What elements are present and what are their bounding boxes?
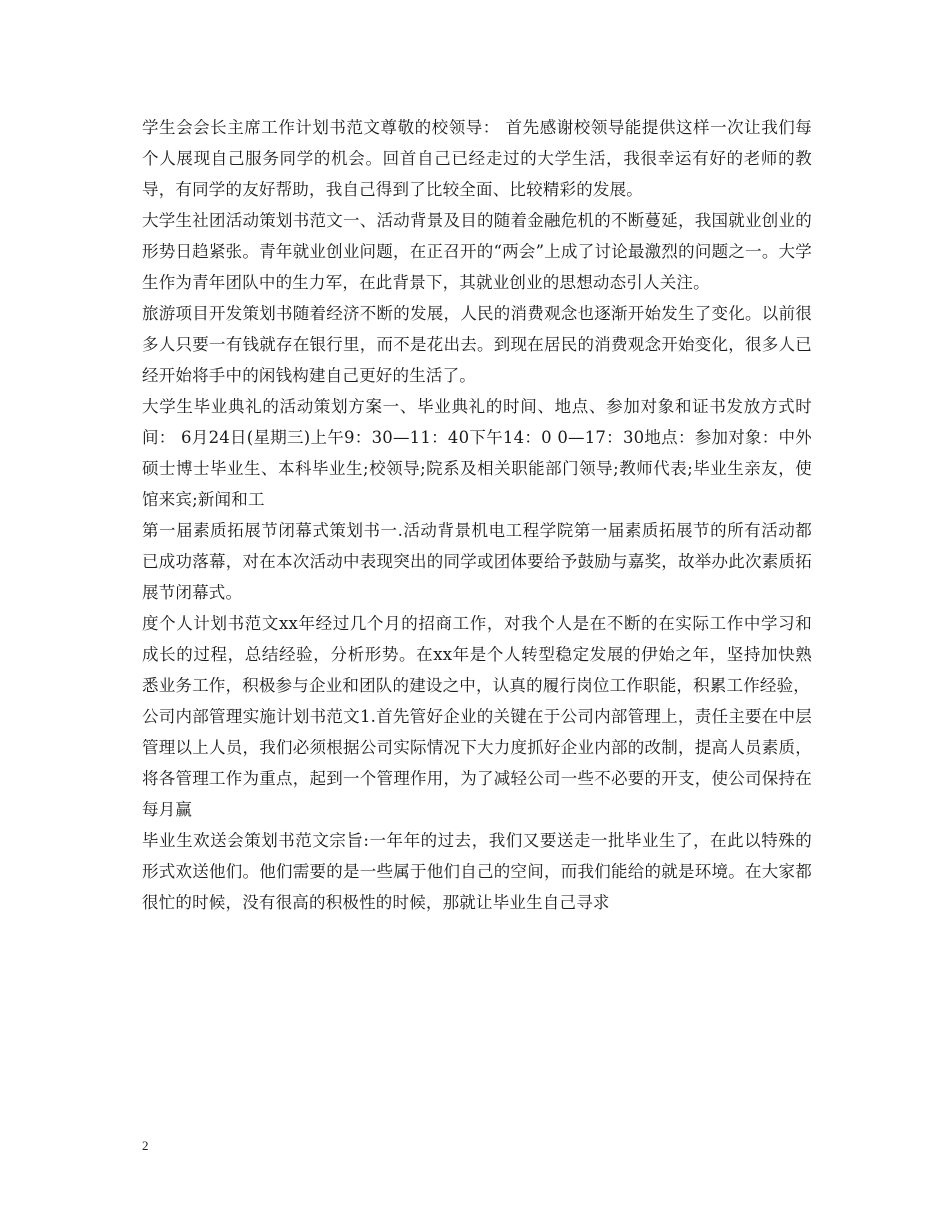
document-body [142,112,812,918]
paragraph-graduation-ceremony-plan: 大学生毕业典礼的活动策划方案一、毕业典礼的时间、地点、参加对象和证书发放方式时间： 6月24日(星期三)上午9：30—11：40下午14：0 0—17：30地点：参加对象：中外硕士博士毕业生、本科毕业生;校领导;院系及相关职能部门领导;教师代表;毕业生亲友，使馆来宾;新闻和工 [142,397,812,509]
paragraph-club-activity-plan: 大学生社团活动策划书范文一、活动背景及目的随着金融危机的不断蔓延，我国就业创业的形势日趋紧张。青年就业创业问题，在正召开的“两会”上成了讨论最激烈的问题之一。大学生作为青年团队中的生力军，在此背景下，其就业创业的思想动态引人关注。 [142,211,812,292]
page-number: 2 [142,1138,149,1153]
paragraph-tourism-project-plan: 旅游项目开发策划书随着经济不断的发展，人民的消费观念也逐渐开始发生了变化。以前很多人只要一有钱就存在银行里，而不是花出去。到现在居民的消费观念开始变化，很多人已经开始将手中的闲钱构建自己更好的生活了。 [142,304,812,385]
paragraph-graduate-farewell-plan: 毕业生欢送会策划书范文宗旨:一年年的过去，我们又要送走一批毕业生了，在此以特殊的形式欢送他们。他们需要的是一些属于他们自己的空间，而我们能给的就是环境。在大家都很忙的时候，没有很高的积极性的时候，那就让毕业生自己寻求 [142,831,812,912]
paragraph-quality-expansion-closing: 第一届素质拓展节闭幕式策划书一.活动背景机电工程学院第一届素质拓展节的所有活动都已成功落幕，对在本次活动中表现突出的同学或团体要给予鼓励与嘉奖，故举办此次素质拓展节闭幕式。 [142,521,812,602]
paragraph-student-council-plan: 学生会会长主席工作计划书范文尊敬的校领导： 首先感谢校领导能提供这样一次让我们每个人展现自己服务同学的机会。回首自己已经走过的大学生活，我很幸运有好的老师的教导，有同学的友好帮助，我自己得到了比较全面、比较精彩的发展。 [142,118,812,199]
paragraph-personal-annual-plan: 度个人计划书范文xx年经过几个月的招商工作，对我个人是在不断的在实际工作中学习和成长的过程，总结经验，分析形势。在xx年是个人转型稳定发展的伊始之年，坚持加快熟悉业务工作，积极参与企业和团队的建设之中，认真的履行岗位工作职能，积累工作经验， [142,614,812,695]
paragraph-internal-management-plan: 公司内部管理实施计划书范文1.首先管好企业的关键在于公司内部管理上，责任主要在中层管理以上人员，我们必须根据公司实际情况下大力度抓好企业内部的改制，提高人员素质，将各管理工作为重点，起到一个管理作用，为了减轻公司一些不必要的开支，使公司保持在每月赢 [142,707,812,819]
